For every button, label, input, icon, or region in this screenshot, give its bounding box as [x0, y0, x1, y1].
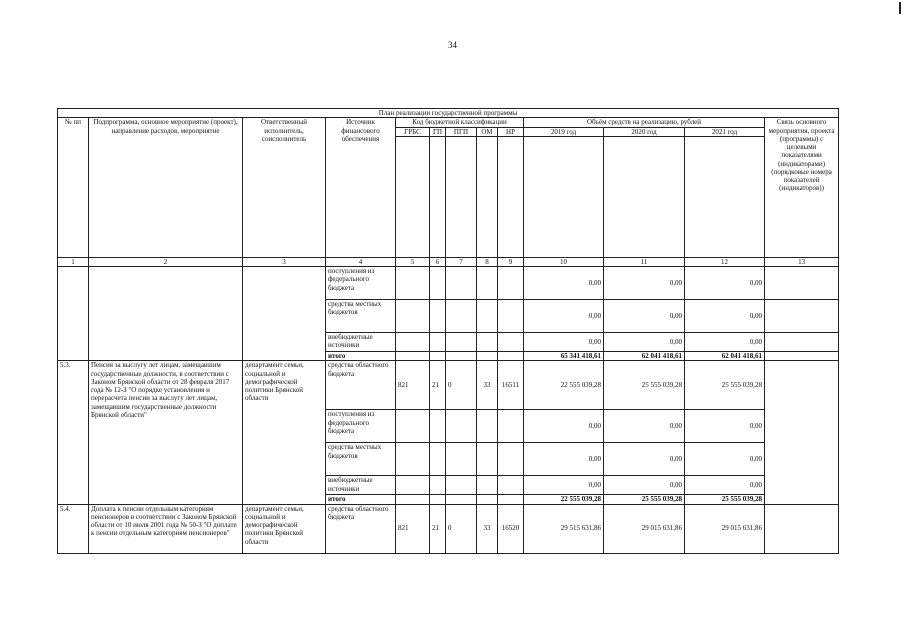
code-np: 16511	[498, 361, 524, 410]
header-om: ОМ	[477, 127, 498, 136]
header-link: Связь основного мероприятия, проекта (программы) с целевыми показателями (индикаторами) (порядковые номера показателей (индикаторов))	[765, 118, 839, 258]
total-2020: 62 041 418,61	[604, 352, 685, 361]
column-number: 6	[430, 257, 446, 266]
value-2020: 0,00	[604, 410, 685, 443]
total-2019: 65 341 418,61	[524, 352, 604, 361]
table-row	[58, 361, 839, 410]
total-2021: 25 555 039,28	[685, 495, 765, 504]
value-2020: 0,00	[604, 300, 685, 333]
source-cell: средства областного бюджета	[326, 504, 396, 553]
header-num: № пп	[58, 118, 89, 258]
value-2021: 0,00	[685, 267, 765, 300]
source-cell: средства областного бюджета	[326, 361, 396, 410]
value-2019: 0,00	[524, 300, 604, 333]
column-number: 3	[243, 257, 326, 266]
value-2020: 0,00	[604, 267, 685, 300]
column-number: 11	[604, 257, 685, 266]
header-volume: Объём средств на реализацию, рублей	[524, 118, 765, 127]
code-gp: 21	[430, 504, 446, 553]
value-2021: 0,00	[685, 333, 765, 352]
header-np: НР	[498, 127, 524, 136]
value-2021: 0,00	[685, 300, 765, 333]
value-2021: 25 555 039,28	[685, 361, 765, 410]
code-om: 33	[477, 361, 498, 410]
value-2021: 0,00	[685, 476, 765, 495]
column-number: 7	[446, 257, 477, 266]
source-cell: итого	[326, 352, 396, 361]
total-2020: 25 555 039,28	[604, 495, 685, 504]
header-grbs: ГРБС	[396, 127, 430, 136]
value-2021: 0,00	[685, 443, 765, 476]
table-row	[58, 267, 839, 300]
value-2019: 0,00	[524, 333, 604, 352]
value-2019: 29 515 631,86	[524, 504, 604, 553]
item-number: 5.4.	[58, 504, 89, 553]
column-number: 4	[326, 257, 396, 266]
code-om: 33	[477, 504, 498, 553]
header-2020: 2020 год	[604, 127, 685, 136]
item-responsible: департамент семьи, социальной и демографической политики Брянской области	[243, 504, 326, 553]
total-2019: 22 555 039,28	[524, 495, 604, 504]
value-2020: 29 015 631,86	[604, 504, 685, 553]
column-number: 2	[89, 257, 243, 266]
item-description: Доплата к пенсии отдельным категориям пенсионеров в соответствии с Законом Брянской области от 10 июля 2001 года № 50-З "О доплате к пенсии отдельным категориям пенсионеров"	[89, 504, 243, 553]
column-number: 8	[477, 257, 498, 266]
page-number: 34	[448, 40, 457, 50]
header-responsible: Ответственный исполнитель, соисполнитель	[243, 118, 326, 258]
value-2021: 0,00	[685, 410, 765, 443]
column-number: 13	[765, 257, 839, 266]
table-row	[58, 504, 839, 553]
source-cell: итого	[326, 495, 396, 504]
header-source: Источник финансового обеспечения	[326, 118, 396, 258]
code-grbs: 821	[396, 361, 430, 410]
header-gp: ГП	[430, 127, 446, 136]
value-2021: 29 015 631,86	[685, 504, 765, 553]
item-description: Пенсия за выслугу лет лицам, замещавшим государственные должности, в соответствии с Законом Брянской области от 28 февраля 2017 года № 12-З "О порядке установления и перерасчета пенсии за выслугу лет лицам, замещавшим государственные должности Брянской области"	[89, 361, 243, 504]
code-gp: 21	[430, 361, 446, 410]
source-cell: внебюджетные источники	[326, 476, 396, 495]
header-pgp: ПГП	[446, 127, 477, 136]
value-2020: 0,00	[604, 443, 685, 476]
plan-table	[57, 108, 839, 554]
item-responsible: департамент семьи, социальной и демографической политики Брянской области	[243, 361, 326, 504]
header-2021: 2021 год	[685, 127, 765, 136]
value-2019: 22 555 039,28	[524, 361, 604, 410]
source-cell: средства местных бюджетов	[326, 300, 396, 333]
value-2019: 0,00	[524, 410, 604, 443]
column-number: 1	[58, 257, 89, 266]
header-2019: 2019 год	[524, 127, 604, 136]
total-2021: 62 041 418,61	[685, 352, 765, 361]
column-number: 9	[498, 257, 524, 266]
table-title: План реализации государственной программы	[58, 109, 839, 118]
value-2019: 0,00	[524, 476, 604, 495]
item-number: 5.3.	[58, 361, 89, 504]
header-budget-code: Код бюджетной классификации	[396, 118, 524, 127]
code-np: 16520	[498, 504, 524, 553]
column-number: 5	[396, 257, 430, 266]
source-cell: средства местных бюджетов	[326, 443, 396, 476]
source-cell: поступления из федерального бюджета	[326, 410, 396, 443]
scan-edge-mark	[899, 2, 901, 14]
code-pgp: 0	[446, 361, 477, 410]
column-number: 10	[524, 257, 604, 266]
code-pgp: 0	[446, 504, 477, 553]
source-cell: поступления из федерального бюджета	[326, 267, 396, 300]
value-2019: 0,00	[524, 443, 604, 476]
value-2020: 0,00	[604, 476, 685, 495]
column-number: 12	[685, 257, 765, 266]
header-subprogram: Подпрограмма, основное мероприятие (проект), направление расходов, мероприятие	[89, 118, 243, 258]
code-grbs: 821	[396, 504, 430, 553]
value-2020: 0,00	[604, 333, 685, 352]
source-cell: внебюджетные источники	[326, 333, 396, 352]
value-2019: 0,00	[524, 267, 604, 300]
value-2020: 25 555 039,28	[604, 361, 685, 410]
